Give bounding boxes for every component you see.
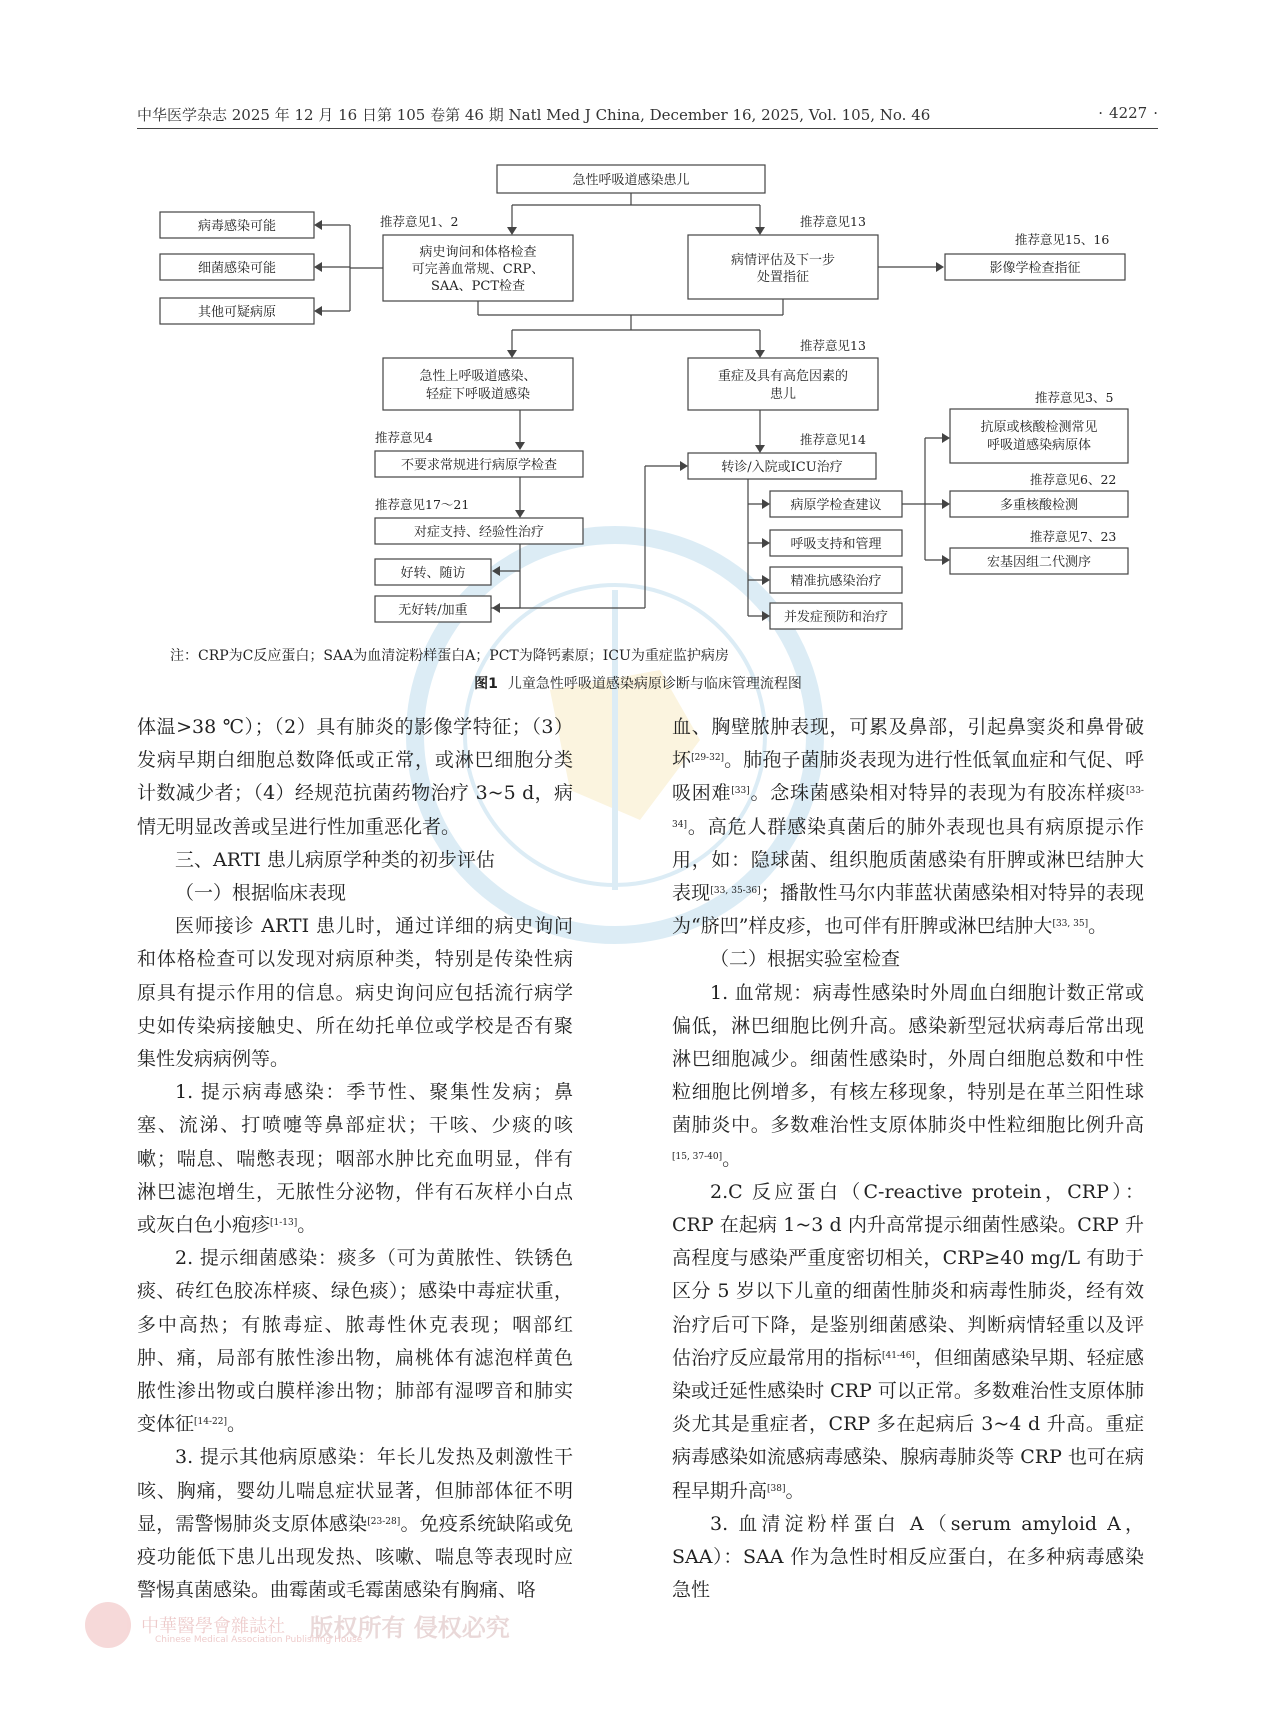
running-header: 中华医学杂志 2025 年 12 月 16 日第 105 卷第 46 期 Natl Med J China, December 16, 2025, Vol. 105, No. 46 — [137, 106, 931, 124]
paragraph-text: 1. 血常规：病毒性感染时外周血白细胞计数正常或偏低，淋巴细胞比例升高。感染新型冠状病毒后常出现淋巴细胞减少。细菌性感染时，外周白细胞总数和中性粒细胞比例增多，有核左移现象，特别是在革兰阳性球菌肺炎中。多数难治性支原体肺炎中性粒细胞比例升高 — [672, 981, 1144, 1137]
paragraph-text: 。高危人群感染真菌后的肺外表现也具有病原提示作用，如：隐球菌、组织胞质菌感染有肝脾或淋巴结肿大表现 — [672, 815, 1144, 905]
figure-caption — [0, 673, 1276, 693]
flow-label-rec723: 推荐意见7、23 — [1030, 529, 1117, 544]
paragraph — [672, 977, 1144, 1176]
paragraph-text: ，但细菌感染早期、轻症感染或迁延性感染时 CRP 可以正常。多数难治性支原体肺炎尤其是重症者，CRP 多在起病后 3~4 d 升高。重症病毒感染如流感病毒感染、腺病毒肺炎等 CRP 也可在病程早期升高 — [672, 1346, 1144, 1502]
text-column-right — [672, 711, 1144, 1607]
flow-text-complication: 并发症预防和治疗 — [783, 610, 889, 625]
figure-label: 图1 — [474, 676, 498, 692]
flow-text-severe-2: 患儿 — [769, 387, 797, 402]
paragraph — [137, 1441, 573, 1607]
flow-box-severe — [688, 358, 878, 410]
paragraph: 3. 血清淀粉样蛋白 A（serum amyloid A，SAA）：SAA 作为急性时相反应蛋白，在多种病毒感染急性 — [672, 1512, 1144, 1602]
paragraph-text: 。 — [722, 1147, 742, 1170]
flow-text-respiratory: 呼吸支持和管理 — [790, 537, 882, 552]
flow-text-virus: 病毒感染可能 — [197, 219, 277, 234]
citation[interactable]: [38] — [767, 1483, 786, 1494]
header-dot: · — [1153, 104, 1158, 122]
paragraph-text: 。免疫系统缺陷或免疫功能低下患儿出现发热、咳嗽、喘息等表现时应警惕真菌感染。曲霉菌或毛霉菌感染有胸痛、咯 — [137, 1512, 573, 1602]
subsection-heading: （二）根据实验室检查 — [710, 948, 901, 971]
publisher-watermark — [85, 1602, 510, 1648]
paragraph-text: 。念珠菌感染相对特异的表现为有胶冻样痰 — [749, 782, 1126, 805]
paragraph-text: 2. 提示细菌感染：痰多（可为黄脓性、铁锈色痰、砖红色胶冻样痰、绿色痰）；感染中毒症状重，多中高热；有脓毒症、脓毒性休克表现；咽部红肿、痛，局部有脓性渗出物，扁桃体有滤泡样黄色脓性渗出物或白膜样渗出物；肺部有湿啰音和肺实变体征 — [137, 1247, 573, 1436]
flow-text-acute-upper-1: 急性上呼吸道感染、 — [419, 369, 537, 384]
flow-box-antigen — [950, 409, 1128, 463]
paragraph-text: 。 — [226, 1413, 246, 1436]
publisher-name-en: Chinese Medical Association Publishing House — [155, 1635, 363, 1645]
publisher-name: 中華醫學會雜誌社 — [141, 1616, 285, 1637]
paragraph-text: 。 — [297, 1214, 317, 1237]
flow-label-rec1516: 推荐意见15、16 — [1015, 232, 1110, 247]
section-heading: 三、ARTI 患儿病原学种类的初步评估 — [175, 848, 495, 871]
citation[interactable]: [33-34] — [672, 786, 1144, 830]
flow-text-acute-upper-2: 轻症下呼吸道感染 — [425, 387, 531, 402]
flow-text-imaging: 影像学检查指征 — [989, 261, 1081, 276]
flow-box-acute-upper — [383, 358, 573, 410]
flow-text-not-improved: 无好转/加重 — [398, 603, 468, 618]
paragraph — [137, 1076, 573, 1242]
paragraph-text: 。 — [1088, 915, 1108, 938]
flow-text-history-1: 病史询问和体格检查 — [419, 245, 537, 260]
citation[interactable]: [33, 35] — [1052, 919, 1089, 930]
flow-text-pathogen-advice: 病原学检查建议 — [790, 498, 882, 513]
citation[interactable]: [1-13] — [270, 1218, 298, 1229]
citation[interactable]: [33, 35-36] — [710, 886, 761, 897]
flow-text-precise: 精准抗感染治疗 — [790, 574, 882, 589]
flow-label-rec1721: 推荐意见17～21 — [375, 497, 470, 512]
flow-label-rec13a: 推荐意见13 — [800, 214, 866, 229]
flow-text-multiplex: 多重核酸检测 — [999, 498, 1079, 513]
publisher-seal-icon — [85, 1602, 131, 1648]
flow-text-antigen-2: 呼吸道感染病原体 — [986, 438, 1092, 453]
flowchart — [0, 0, 1276, 640]
flow-text-bacteria: 细菌感染可能 — [197, 261, 277, 276]
paragraph-text: 血、胸壁脓肿表现，可累及鼻部，引起鼻窦炎和鼻骨破坏 — [672, 716, 1144, 772]
citation[interactable]: [23-28] — [367, 1516, 401, 1527]
paragraph: 体温>38 ℃）；（2）具有肺炎的影像学特征；（3）发病早期白细胞总数降低或正常，或淋巴细胞分类计数减少者；（4）经规范抗菌药物治疗 3~5 d，病情无明显改善或呈进行性加重恶化者。 — [137, 716, 573, 838]
flow-text-mngs: 宏基因组二代测序 — [986, 555, 1092, 570]
citation[interactable]: [14-22] — [194, 1417, 227, 1428]
paragraph: 医师接诊 ARTI 患儿时，通过详细的病史询问和体格检查可以发现对病原种类，特别是传染性病原具有提示作用的信息。病史询问应包括流行病学史如传染病接触史、所在幼托单位或学校是否有聚集性发病病例等。 — [137, 915, 573, 1071]
flow-text-symptomatic: 对症支持、经验性治疗 — [413, 525, 545, 540]
paragraph-text: 3. 提示其他病原感染：年长儿发热及刺激性干咳、胸痛，婴幼儿喘息症状显著，但肺部体征不明显，需警惕肺炎支原体感染 — [137, 1446, 573, 1535]
flow-label-rec12: 推荐意见1、2 — [380, 214, 459, 229]
citation[interactable]: [33] — [731, 786, 750, 797]
flow-label-rec14: 推荐意见14 — [800, 432, 866, 447]
flow-text-no-routine: 不要求常规进行病原学检查 — [400, 458, 558, 473]
paragraph-text: 。肺孢子菌肺炎表现为进行性低氧血症和气促、呼吸困难 — [672, 749, 1144, 805]
paragraph-text: 1. 提示病毒感染：季节性、聚集性发病；鼻塞、流涕、打喷嚏等鼻部症状；干咳、少痰的咳嗽；喘息、喘憋表现；咽部水肿比充血明显，伴有淋巴滤泡增生，无脓性分泌物，伴有石灰样小白点或灰白色小疱疹 — [137, 1081, 573, 1237]
figure-note: 注：CRP为C反应蛋白；SAA为血清淀粉样蛋白A；PCT为降钙素原；ICU为重症监护病房 — [170, 648, 729, 664]
flow-text-severe-1: 重症及具有高危因素的 — [717, 369, 849, 384]
flow-text-top: 急性呼吸道感染患儿 — [572, 173, 690, 188]
citation[interactable]: [15, 37-40] — [672, 1151, 723, 1162]
paragraph-text: 2.C 反应蛋白（C-reactive protein，CRP）：CRP 在起病 1~3 d 内升高常提示细菌性感染。CRP 升高程度与感染严重度密切相关，CRP≥40 mg/L 有助于区分 5 岁以下儿童的细菌性肺炎和病毒性肺炎，经有效治疗后可下降，是鉴别细菌感染、判断病情轻重以及评估治疗反应最常用的指标 — [672, 1180, 1144, 1369]
flow-label-rec35: 推荐意见3、5 — [1035, 390, 1114, 405]
flow-text-transfer: 转诊/入院或ICU治疗 — [721, 460, 843, 475]
flow-text-antigen-1: 抗原或核酸检测常见 — [980, 420, 1098, 435]
flow-label-rec622: 推荐意见6、22 — [1030, 472, 1117, 487]
flow-label-rec13b: 推荐意见13 — [800, 338, 866, 353]
subsection-heading: （一）根据临床表现 — [175, 882, 347, 905]
paragraph — [672, 1176, 1144, 1508]
flow-text-improved: 好转、随访 — [400, 566, 466, 581]
flow-text-history-2: 可完善血常规、CRP、 — [411, 262, 545, 277]
copyright-notice: 版权所有 侵权必究 — [309, 1612, 510, 1642]
flow-text-other: 其他可疑病原 — [197, 305, 277, 320]
flow-text-assess-1: 病情评估及下一步 — [730, 253, 836, 268]
paragraph-text: ；播散性马尔内菲蓝状菌感染相对特异的表现为“脐凹”样皮疹，也可伴有肝脾或淋巴结肿大 — [672, 882, 1144, 938]
paragraph — [672, 711, 1144, 943]
header-dot: · — [1098, 104, 1104, 122]
figure-title: 儿童急性呼吸道感染病原诊断与临床管理流程图 — [507, 676, 802, 692]
text-column-left — [137, 711, 573, 1607]
citation[interactable]: [41-46] — [881, 1350, 915, 1361]
page-number: 4227 — [1109, 104, 1148, 122]
paragraph — [137, 1242, 573, 1441]
flow-label-rec4: 推荐意见4 — [375, 430, 433, 445]
flow-text-assess-2: 处置指征 — [756, 270, 810, 285]
paragraph-text: 。 — [785, 1479, 805, 1502]
citation[interactable]: [29-32] — [691, 753, 725, 764]
flow-text-history-3: SAA、PCT检查 — [430, 279, 526, 294]
